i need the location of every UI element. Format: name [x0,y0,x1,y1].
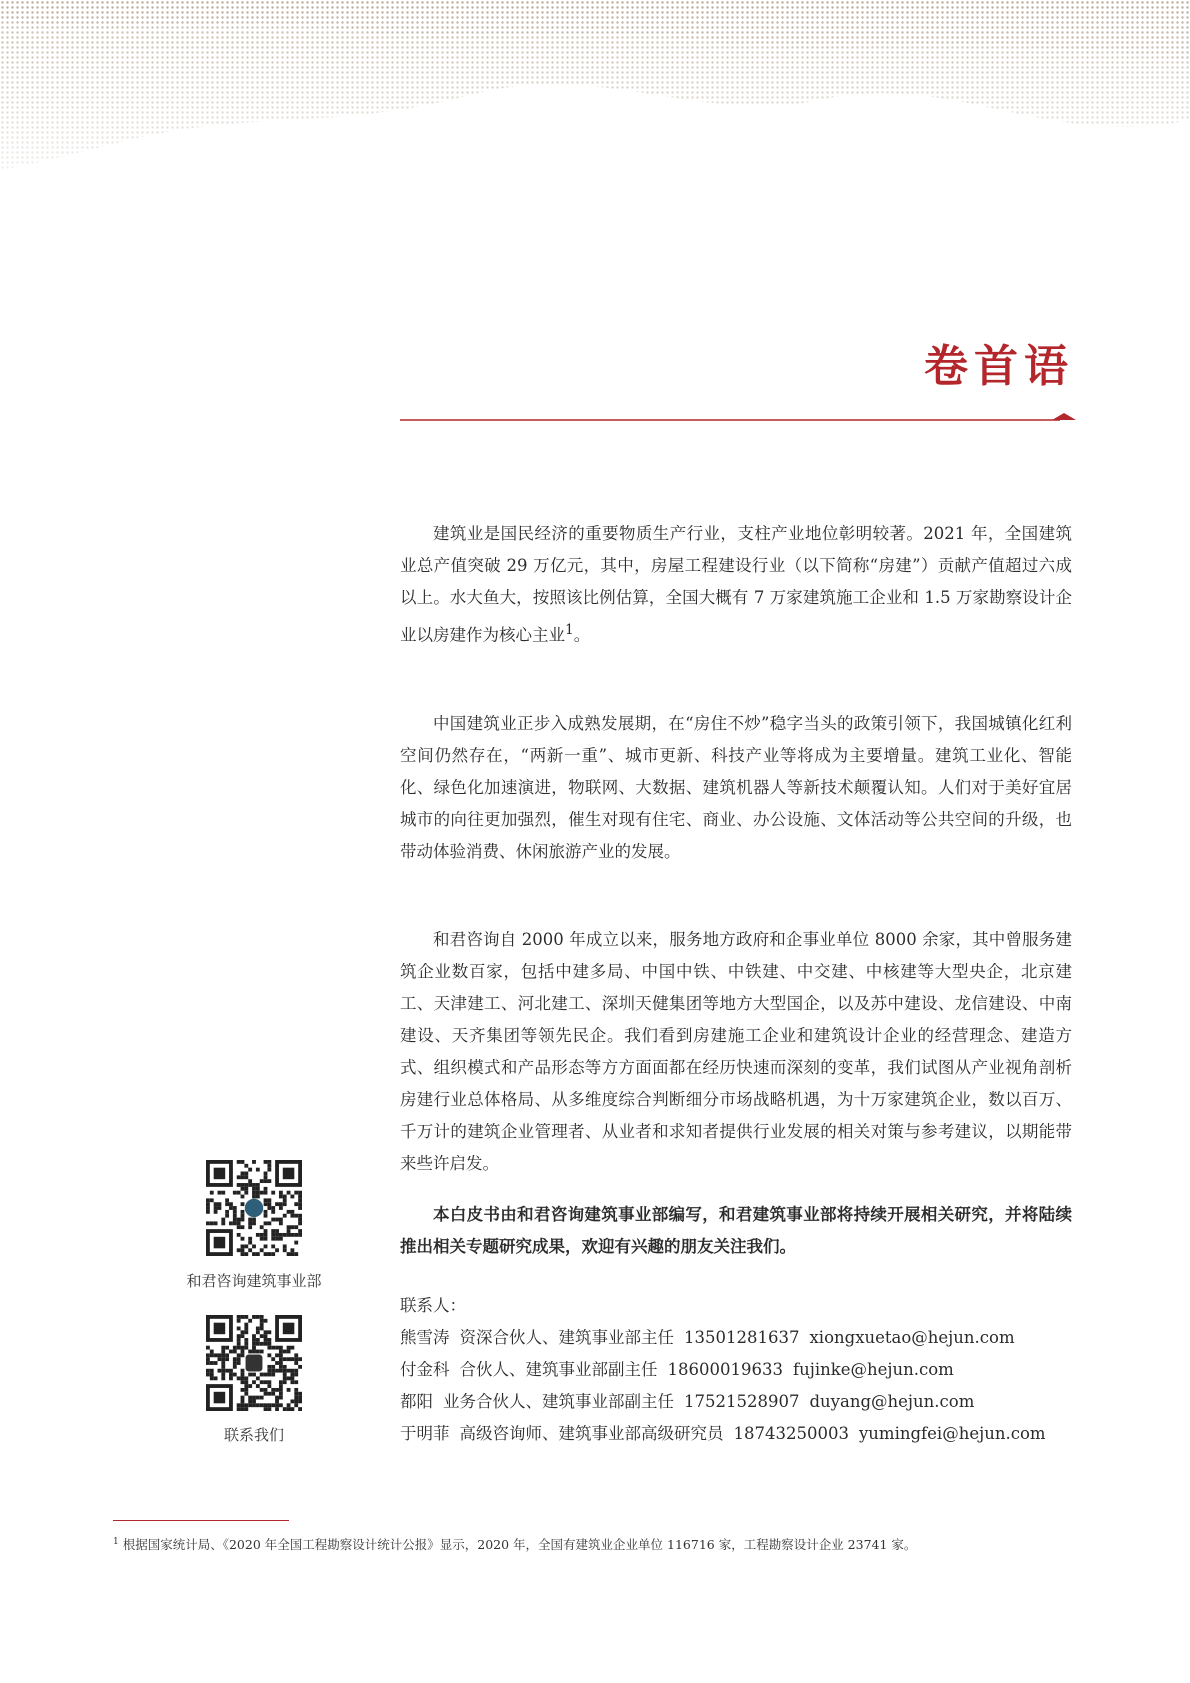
contacts-block [400,1290,1072,1450]
qr-label-department: 和君咨询建筑事业部 [186,1272,322,1290]
contact-email[interactable]: yumingfei@hejun.com [858,1424,1046,1443]
paragraph-1: 建筑业是国民经济的重要物质生产行业，支柱产业地位彰明较著。2021 年，全国建筑业总产值突破 29 万亿元，其中，房屋工程建设行业（以下简称“房建”）贡献产值超过六成以上。水大鱼大，按照该比例估算，全国大概有 7 万家建筑施工企业和 1.5 万家勘察设计企业以房建作为核心主业$^1$。 [400,524,1072,645]
contact-email[interactable]: xiongxuetao@hejun.com [809,1328,1015,1347]
contact-row: 付金科 合伙人、建筑事业部副主任 18600019633 fujinke@hejun.com [400,1360,954,1379]
qr-code-icon[interactable] [206,1160,302,1256]
footnote-marker: 1 [565,622,574,638]
contact-email[interactable]: duyang@hejun.com [809,1392,975,1411]
whitepaper-note: 本白皮书由和君咨询建筑事业部编写，和君建筑事业部将持续开展相关研究，并将陆续推出相关专题研究成果，欢迎有兴趣的朋友关注我们。 [400,1205,1072,1256]
paragraph-2: 中国建筑业正步入成熟发展期，在“房住不炒”稳字当头的政策引领下，我国城镇化红利空间仍然存在，“两新一重”、城市更新、科技产业等将成为主要增量。建筑工业化、智能化、绿色化加速演进，物联网、大数据、建筑机器人等新技术颠覆认知。人们对于美好宜居城市的向往更加强烈，催生对现有住宅、商业、办公设施、文体活动等公共空间的升级，也带动体验消费、休闲旅游产业的发展。 [400,713,1072,861]
qr-code-icon[interactable] [206,1315,302,1411]
footnote: $^1$ 根据国家统计局、《2020 年全国工程勘察设计统计公报》显示，2020 年，全国有建筑业企业单位 116716 家，工程勘察设计企业 23741 家。 [113,1537,917,1553]
qr-label-contact: 联系我们 [223,1426,284,1444]
contact-row: 都阳 业务合伙人、建筑事业部副主任 17521528907 duyang@hejun.com [400,1392,975,1411]
intro-body [400,518,1072,1236]
page-title: 卷首语 [924,341,1074,392]
paragraph-3: 和君咨询自 2000 年成立以来，服务地方政府和企事业单位 8000 余家，其中曾服务建筑企业数百家，包括中建多局、中国中铁、中铁建、中交建、中核建等大型央企，北京建工、天津建工、河北建工、深圳天健集团等地方大型国企，以及苏中建设、龙信建设、中南建设、天齐集团等领先民企。我们看到房建施工企业和建筑设计企业的经营理念、建造方式、组织模式和产品形态等方方面面都在经历快速而深刻的变革，我们试图从产业视角剖析房建行业总体格局、从多维度综合判断细分市场战略机遇，为十万家建筑企业，数以百万、千万计的建筑企业管理者、从业者和求知者提供行业发展的相关对策与参考建议，以期能带来些许启发。 [400,929,1072,1173]
contacts-heading: 联系人： [400,1296,466,1315]
contact-row: 于明菲 高级咨询师、建筑事业部高级研究员 18743250003 yumingfei@hejun.com [400,1424,1046,1443]
contact-row: 熊雪涛 资深合伙人、建筑事业部主任 13501281637 xiongxuetao@hejun.com [400,1328,1015,1347]
qr-center-logo [245,1199,263,1217]
title-divider [400,412,1076,424]
contact-email[interactable]: fujinke@hejun.com [792,1360,954,1379]
footnote-divider [113,1520,289,1521]
header-dot-wave-decoration [0,0,1190,220]
qr-center-logo [246,1355,263,1372]
